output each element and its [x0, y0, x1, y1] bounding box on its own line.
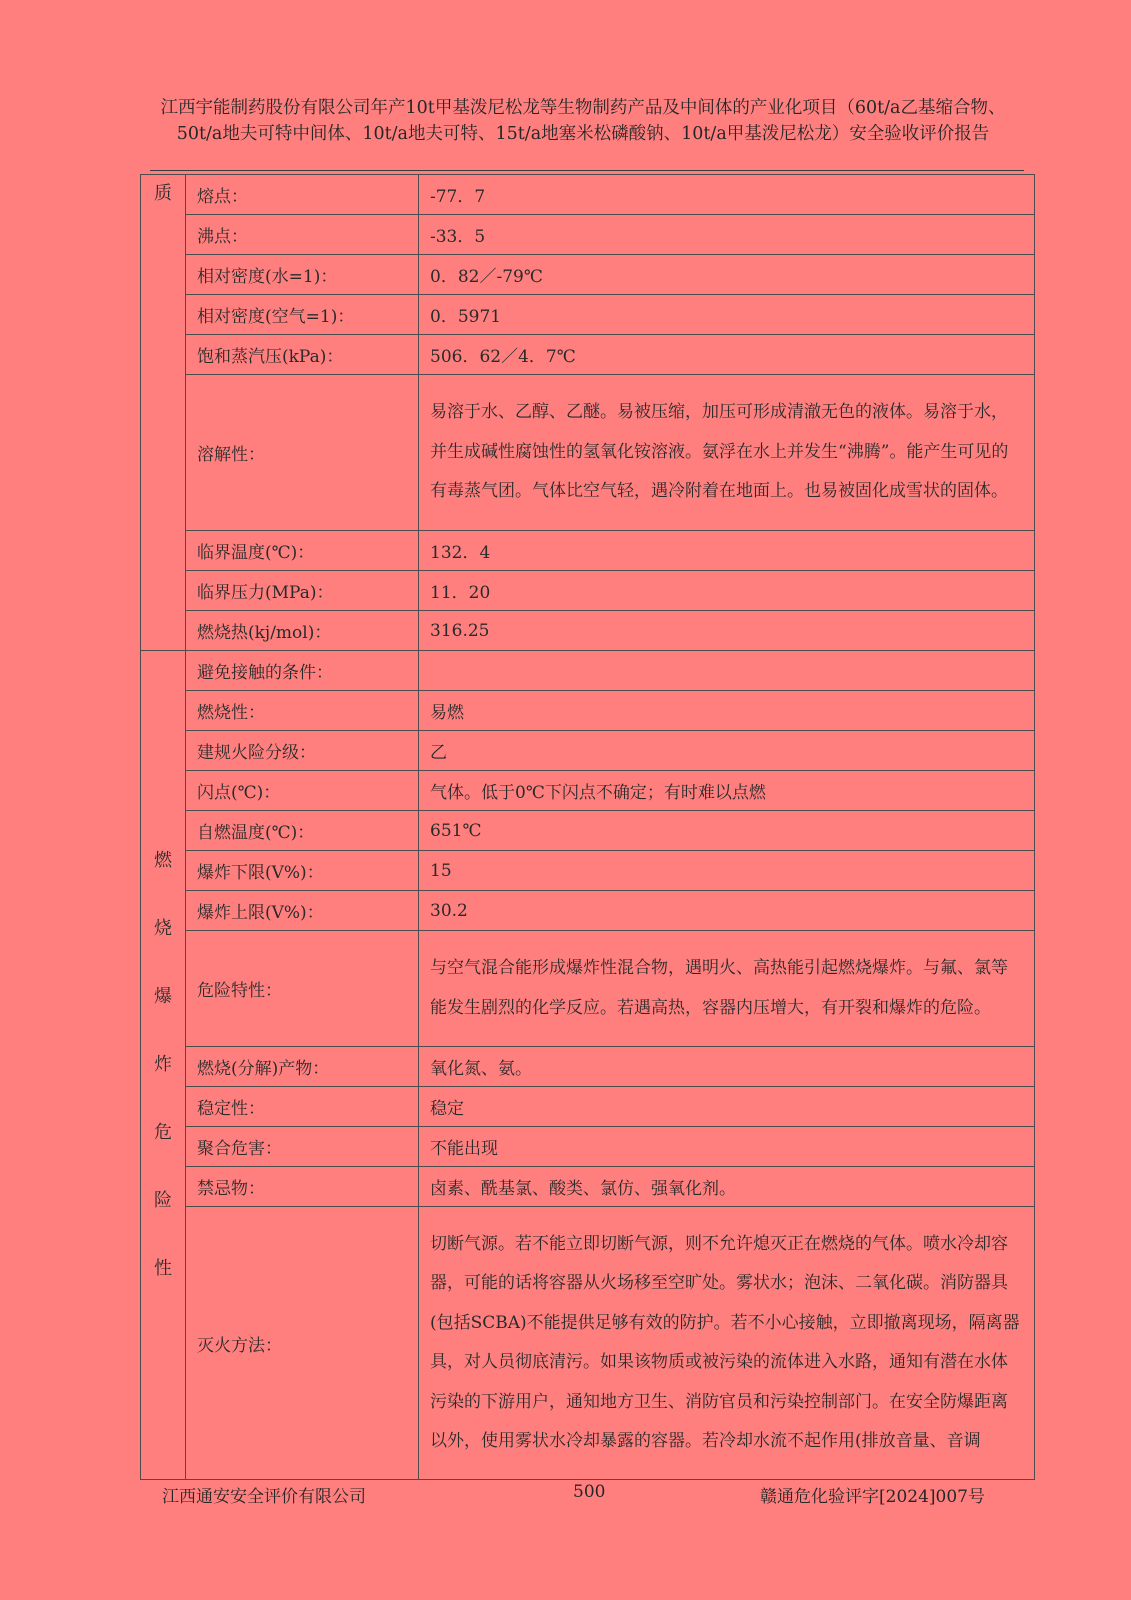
property-key: 沸点：	[186, 215, 419, 255]
property-value: 316.25	[419, 611, 1035, 651]
property-key: 饱和蒸汽压(kPa)：	[186, 335, 419, 375]
property-value: 0．82／-79℃	[419, 255, 1035, 295]
table-row	[141, 611, 1035, 651]
table-row	[141, 771, 1035, 811]
table-row	[141, 931, 1035, 1047]
property-key: 危险特性：	[186, 931, 419, 1047]
property-value: 与空气混合能形成爆炸性混合物，遇明火、高热能引起燃烧爆炸。与氟、氯等能发生剧烈的化学反应。若遇高热，容器内压增大，有开裂和爆炸的危险。	[419, 931, 1035, 1047]
property-key: 爆炸上限(V%)：	[186, 891, 419, 931]
header-divider	[150, 170, 1024, 171]
hazard-data-table	[140, 174, 1035, 1480]
property-value: 氧化氮、氨。	[419, 1047, 1035, 1087]
table-row	[141, 1207, 1035, 1480]
table-row	[141, 1127, 1035, 1167]
table-row	[141, 651, 1035, 691]
property-value: 乙	[419, 731, 1035, 771]
category-char: 爆	[154, 986, 172, 1007]
table-row	[141, 731, 1035, 771]
property-value: 稳定	[419, 1087, 1035, 1127]
table-row	[141, 295, 1035, 335]
table-row	[141, 255, 1035, 295]
property-key: 溶解性：	[186, 375, 419, 531]
property-key: 燃烧热(kj/mol)：	[186, 611, 419, 651]
category-char: 烧	[154, 918, 172, 939]
property-value: 卤素、酰基氯、酸类、氯仿、强氧化剂。	[419, 1167, 1035, 1207]
property-value: 易溶于水、乙醇、乙醚。易被压缩，加压可形成清澈无色的液体。易溶于水，并生成碱性腐蚀性的氢氧化铵溶液。氨浮在水上并发生“沸腾”。能产生可见的有毒蒸气团。气体比空气轻，遇冷附着在地面上。也易被固化成雪状的固体。	[419, 375, 1035, 531]
property-value: 651℃	[419, 811, 1035, 851]
property-key: 避免接触的条件：	[186, 651, 419, 691]
table-row	[141, 531, 1035, 571]
property-value: 11．20	[419, 571, 1035, 611]
category-char: 性	[154, 1258, 172, 1279]
table-row	[141, 1087, 1035, 1127]
table-row	[141, 175, 1035, 215]
property-value: 30.2	[419, 891, 1035, 931]
category-char: 危	[154, 1122, 172, 1143]
report-title: 江西宇能制药股份有限公司年产10t甲基泼尼松龙等生物制药产品及中间体的产业化项目（60t/a乙基缩合物、50t/a地夫可特中间体、10t/a地夫可特、15t/a地塞米松磷酸钠、10t/a甲基泼尼松龙）安全验收评价报告	[160, 98, 1006, 144]
property-value: -33．5	[419, 215, 1035, 255]
property-value	[419, 651, 1035, 691]
property-key: 聚合危害：	[186, 1127, 419, 1167]
table-row	[141, 215, 1035, 255]
category-cell-property	[141, 175, 186, 651]
property-value: 132．4	[419, 531, 1035, 571]
property-key: 相对密度(水=1)：	[186, 255, 419, 295]
property-value: -77．7	[419, 175, 1035, 215]
property-key: 灭火方法：	[186, 1207, 419, 1480]
table-row	[141, 1047, 1035, 1087]
table-row	[141, 571, 1035, 611]
property-key: 建规火险分级：	[186, 731, 419, 771]
property-value: 506．62／4．7℃	[419, 335, 1035, 375]
property-value: 易燃	[419, 691, 1035, 731]
property-key: 燃烧性：	[186, 691, 419, 731]
property-key: 禁忌物：	[186, 1167, 419, 1207]
property-key: 熔点：	[186, 175, 419, 215]
property-key: 相对密度(空气=1)：	[186, 295, 419, 335]
property-key: 临界温度(℃)：	[186, 531, 419, 571]
table-row	[141, 691, 1035, 731]
property-value: 不能出现	[419, 1127, 1035, 1167]
property-key: 闪点(℃)：	[186, 771, 419, 811]
category-label: 质	[154, 183, 172, 204]
category-char: 燃	[154, 850, 172, 871]
category-cell-fire	[141, 651, 186, 1480]
property-key: 稳定性：	[186, 1087, 419, 1127]
property-value: 切断气源。若不能立即切断气源，则不允许熄灭正在燃烧的气体。喷水冷却容器，可能的话将容器从火场移至空旷处。雾状水；泡沫、二氧化碳。消防器具(包括SCBA)不能提供足够有效的防护。若不小心接触，立即撤离现场，隔离器具，对人员彻底清污。如果该物质或被污染的流体进入水路，通知有潜在水体污染的下游用户，通知地方卫生、消防官员和污染控制部门。在安全防爆距离以外，使用雾状水冷却暴露的容器。若冷却水流不起作用(排放音量、音调	[419, 1207, 1035, 1480]
page-number: 500	[573, 1482, 606, 1502]
property-key: 爆炸下限(V%)：	[186, 851, 419, 891]
footer-company: 江西通安安全评价有限公司	[162, 1487, 366, 1507]
property-value: 气体。低于0℃下闪点不确定；有时难以点燃	[419, 771, 1035, 811]
property-key: 燃烧(分解)产物：	[186, 1047, 419, 1087]
category-char: 炸	[154, 1054, 172, 1075]
category-char: 险	[154, 1190, 172, 1211]
table-row	[141, 811, 1035, 851]
property-value: 15	[419, 851, 1035, 891]
table-row	[141, 851, 1035, 891]
property-key: 自燃温度(℃)：	[186, 811, 419, 851]
document-number: 赣通危化验评字[2024]007号	[760, 1487, 985, 1507]
table-row	[141, 375, 1035, 531]
table-row	[141, 891, 1035, 931]
table-row	[141, 1167, 1035, 1207]
property-key: 临界压力(MPa)：	[186, 571, 419, 611]
table-row	[141, 335, 1035, 375]
property-value: 0．5971	[419, 295, 1035, 335]
